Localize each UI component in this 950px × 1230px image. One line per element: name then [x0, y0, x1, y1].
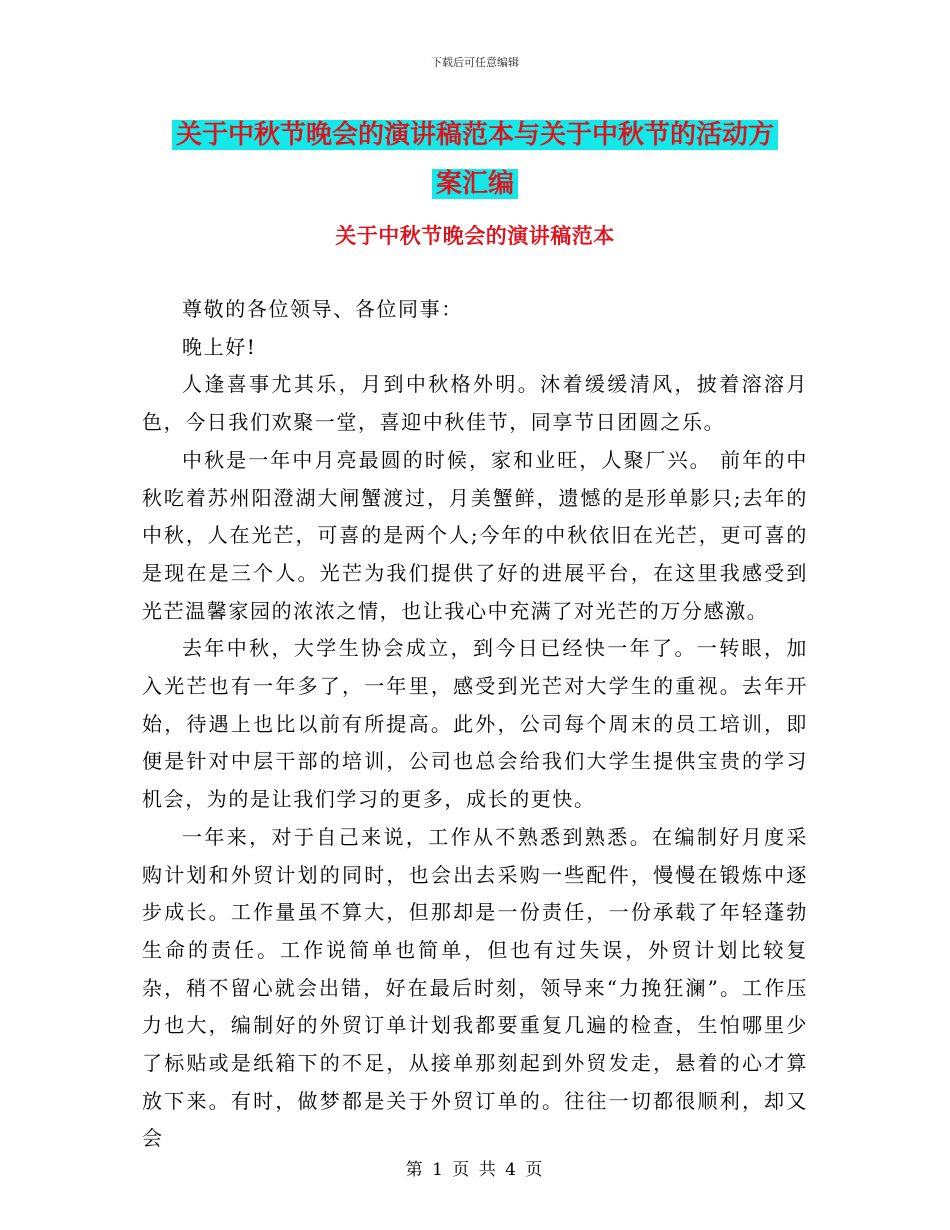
document-title — [142, 111, 808, 209]
document-body — [142, 291, 808, 1158]
paragraph: 中秋是一年中月亮最圆的时候，家和业旺，人聚厂兴。 前年的中秋吃着苏州阳澄湖大闸蟹渡过，月美蟹鲜，遗憾的是形单影只;去年的中秋，人在光芒，可喜的是两个人;今年的中秋依旧在光芒，更可喜的是现在是三个人。光芒为我们提供了好的进展平台，在这里我感受到光芒温馨家园的浓浓之情，也让我心中充满了对光芒的万分感激。 — [142, 447, 808, 623]
document-title-line-1: 关于中秋节晚会的演讲稿范本与关于中秋节的活动方 — [172, 120, 778, 150]
paragraph: 去年中秋，大学生协会成立，到今日已经快一年了。一转眼，加入光芒也有一年多了，一年里，感受到光芒对大学生的重视。去年开始，待遇上也比以前有所提高。此外，公司每个周末的员工培训，即便是针对中层干部的培训，公司也总会给我们大学生提供宝贵的学习机会，为的是让我们学习的更多，成长的更快。 — [142, 636, 808, 812]
paragraph: 一年来，对于自己来说，工作从不熟悉到熟悉。在编制好月度采购计划和外贸计划的同时，也会出去采购一些配件，慢慢在锻炼中逐步成长。工作量虽不算大，但那却是一份责任，一份承载了年轻蓬勃生命的责任。工作说简单也简单，但也有过失误，外贸计划比较复杂，稍不留心就会出错，好在最后时刻，领导来“力挽狂澜”。工作压力也大，编制好的外贸订单计划我都要重复几遍的检查，生怕哪里少了标贴或是纸箱下的不足，从接单那刻起到外贸发走，悬着的心才算放下来。有时，做梦都是关于外贸订单的。往往一切都很顺利，却又会 — [142, 824, 808, 1151]
page-footer: 第 1 页 共 4 页 — [405, 1160, 545, 1180]
paragraph-greeting: 晚上好! — [182, 334, 257, 359]
paragraph-salutation: 尊敬的各位领导、各位同事： — [182, 297, 463, 321]
document-title-line-2: 案汇编 — [432, 169, 518, 199]
section-title: 关于中秋节晚会的演讲稿范本 — [335, 223, 615, 248]
paragraph: 人逢喜事尤其乐，月到中秋格外明。沐着缓缓清风，披着溶溶月色，今日我们欢聚一堂，喜迎中秋佳节，同享节日团圆之乐。 — [142, 372, 808, 435]
header-note: 下载后可任意编辑 — [431, 56, 519, 69]
